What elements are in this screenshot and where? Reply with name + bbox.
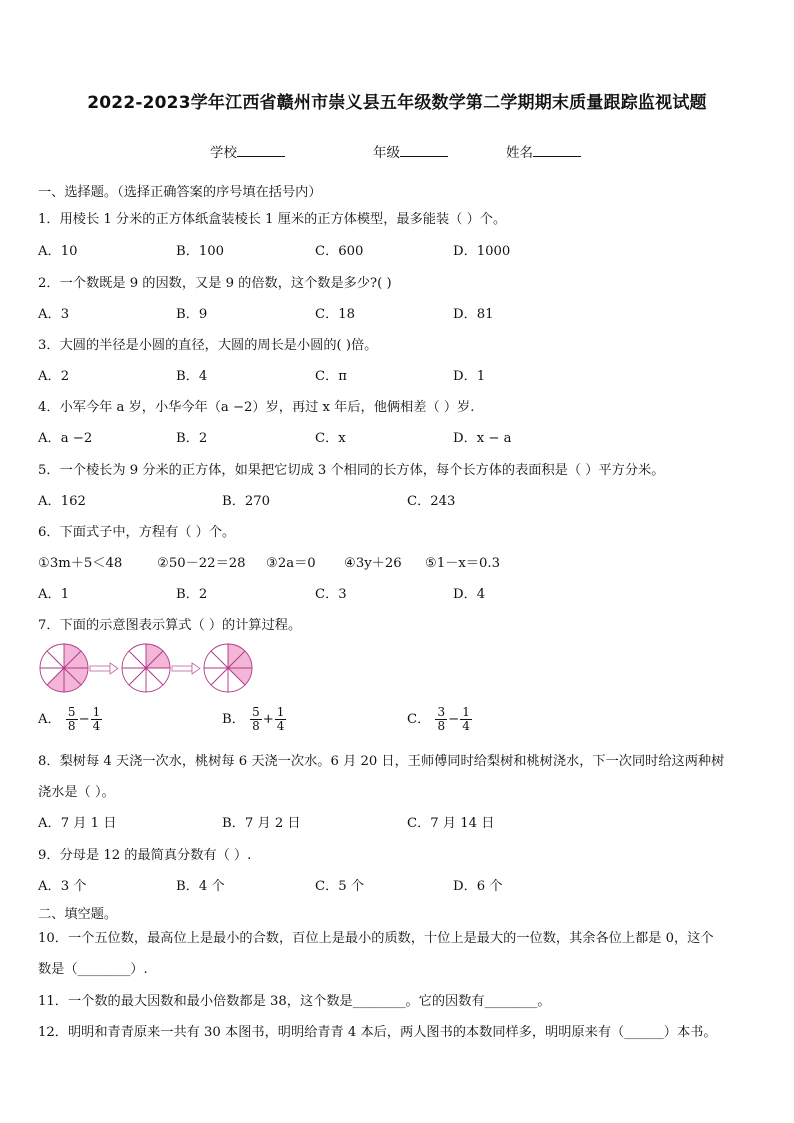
arrow-icon bbox=[172, 663, 200, 674]
q1-option-a: A．10 bbox=[38, 244, 78, 259]
q5-option-a: A．162 bbox=[38, 494, 86, 509]
q4-option-a: A．a −2 bbox=[38, 431, 93, 446]
question-8-continued: 浇水是（ ）。 bbox=[38, 785, 115, 800]
q7-option-b: B． $\frac{5}{8}$ + $\frac{1}{4}$ bbox=[222, 705, 285, 733]
q6-expr-3: ③2a＝0 bbox=[266, 556, 316, 571]
q3-option-a: A．2 bbox=[38, 369, 70, 384]
question-9: 9．分母是 12 的最简真分数有（ ）. bbox=[38, 848, 252, 863]
question-8: 8．梨树每 4 天浇一次水，桃树每 6 天浇一次水。6 月 20 日，王师傅同时给梨树和桃树浇水，下一次同时给这两种树 bbox=[38, 754, 725, 769]
q4-option-c: C．x bbox=[315, 431, 346, 446]
q3-option-b: B．4 bbox=[176, 369, 208, 384]
q8-option-a: A．7 月 1 日 bbox=[38, 816, 117, 831]
q6-option-c: C．3 bbox=[315, 587, 347, 602]
q8-option-c: C．7 月 14 日 bbox=[407, 816, 495, 831]
circle-five-eighths bbox=[40, 644, 88, 692]
q1-option-b: B．100 bbox=[176, 244, 225, 259]
q9-option-d: D．6 个 bbox=[453, 879, 503, 894]
question-6: 6．下面式子中，方程有（ ）个。 bbox=[38, 525, 236, 540]
q8-option-b: B．7 月 2 日 bbox=[222, 816, 301, 831]
school-field: 学校 bbox=[210, 141, 285, 161]
q4-option-b: B．2 bbox=[176, 431, 208, 446]
q9-option-c: C．5 个 bbox=[315, 879, 365, 894]
q6-expr-4: ④3y＋26 bbox=[344, 556, 402, 571]
q7-option-a: A． $\frac{5}{8}$ − $\frac{1}{4}$ bbox=[38, 705, 101, 733]
circle-three-eighths bbox=[204, 644, 252, 692]
fraction-circles-diagram bbox=[36, 640, 256, 696]
grade-field: 年级 bbox=[373, 141, 448, 161]
arrow-icon bbox=[90, 663, 118, 674]
q6-option-b: B．2 bbox=[176, 587, 208, 602]
q5-option-c: C．243 bbox=[407, 494, 456, 509]
q7-option-c: C． $\frac{3}{8}$ − $\frac{1}{4}$ bbox=[407, 705, 470, 733]
q3-option-c: C．π bbox=[315, 369, 347, 384]
q2-option-b: B．9 bbox=[176, 307, 208, 322]
question-1: 1．用棱长 1 分米的正方体纸盒装棱长 1 厘米的正方体模型，最多能装（ ）个。 bbox=[38, 212, 507, 227]
q3-option-d: D．1 bbox=[453, 369, 486, 384]
q9-option-a: A．3 个 bbox=[38, 879, 87, 894]
question-2: 2．一个数既是 9 的因数，又是 9 的倍数，这个数是多少?( ) bbox=[38, 276, 392, 291]
q4-option-d: D．x − a bbox=[453, 431, 512, 446]
q9-option-b: B．4 个 bbox=[176, 879, 225, 894]
question-11: 11．一个数的最大因数和最小倍数都是 38，这个数是________。它的因数有________。 bbox=[38, 994, 551, 1009]
q6-expr-2: ②50－22＝28 bbox=[157, 556, 246, 571]
question-4: 4．小军今年 a 岁，小华今年（a −2）岁，再过 x 年后，他俩相差（ ）岁. bbox=[38, 400, 475, 415]
q6-expr-5: ⑤1－x＝0.3 bbox=[425, 556, 500, 571]
q6-option-a: A．1 bbox=[38, 587, 70, 602]
q6-expr-1: ①3m＋5＜48 bbox=[38, 556, 123, 571]
question-10: 10．一个五位数，最高位上是最小的合数，百位上是最小的质数，十位上是最大的一位数，其余各位上都是 0，这个 bbox=[38, 931, 714, 946]
section-fill-heading: 二、填空题。 bbox=[38, 907, 118, 922]
question-5: 5．一个棱长为 9 分米的正方体，如果把它切成 3 个相同的长方体，每个长方体的表面积是（ ）平方分米。 bbox=[38, 463, 665, 478]
section-choice-heading: 一、选择题。（选择正确答案的序号填在括号内） bbox=[38, 185, 322, 200]
question-12: 12．明明和青青原来一共有 30 本图书，明明给青青 4 本后，两人图书的本数同样多，明明原来有（______）本书。 bbox=[38, 1025, 717, 1040]
q1-option-c: C．600 bbox=[315, 244, 364, 259]
q2-option-c: C．18 bbox=[315, 307, 356, 322]
q2-option-d: D．81 bbox=[453, 307, 494, 322]
q5-option-b: B．270 bbox=[222, 494, 271, 509]
question-10-continued: 数是（________）. bbox=[38, 962, 148, 977]
question-7: 7．下面的示意图表示算式（ ）的计算过程。 bbox=[38, 618, 302, 633]
circle-minus-quarter bbox=[122, 644, 170, 692]
page-title: 2022-2023学年江西省赣州市崇义县五年级数学第二学期期末质量跟踪监视试题 bbox=[87, 93, 707, 113]
q1-option-d: D．1000 bbox=[453, 244, 511, 259]
question-3: 3．大圆的半径是小圆的直径，大圆的周长是小圆的( )倍。 bbox=[38, 338, 378, 353]
q2-option-a: A．3 bbox=[38, 307, 70, 322]
name-field: 姓名 bbox=[506, 141, 581, 161]
q6-option-d: D．4 bbox=[453, 587, 486, 602]
